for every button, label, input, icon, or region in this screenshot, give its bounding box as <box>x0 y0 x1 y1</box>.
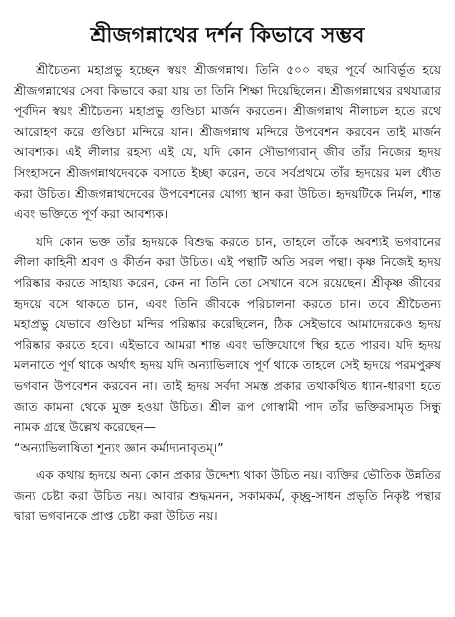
paragraph-2-text: যদি কোন ভক্ত তাঁর হৃদয়কে বিশুদ্ধ করতে চান, তাহলে তাঁকে অবশ্যই ভগবানের লীলা কাহিনী শ্রবণ ও কীর্তন করা উচিত। এই পন্থাটি অতি সরল পন্থা। কৃষ্ণ নিজেই হৃদয় পরিষ্কার করতে সাহায্য করেন, কেন না তিনি তো সেখানে বসে রয়েছেন। শ্রীকৃষ্ণ জীবের হৃদয়ে বসে থাকতে চান, এবং তিনি জীবকে পরিচালনা করতে চান। তবে শ্রীচৈতন্য মহাপ্রভু যেভাবে গুণ্ডিচা মন্দির পরিষ্কার করেছিলেন, ঠিক সেইভাবে আমাদেরকেও হৃদয় পরিষ্কার করতে হবে। এইভাবে আমরা শান্ত এবং ভক্তিযোগে স্থির হতে পারব। যদি হৃদয় মলনাতে পূর্ণ থাকে অর্থাৎ হৃদয় যদি অন্যাভিলাষে পূর্ণ থাকে তাহলে সেই হৃদয়ে পরমপুরুষ ভগবান উপবেশন করবেন না। তাই হৃদয় সর্বদা সমস্ত প্রকার তথাকথিত ধ্যান-ধারণা হতে জাত কামনা থেকে মুক্ত হওয়া উচিত। শ্রীল রূপ গোস্বামী পাদ তাঁর ভক্তিরসামৃত সিন্ধু নামক গ্রন্থে উল্লেখ করেছেন— <box>14 234 441 435</box>
sanskrit-quote: “অন্যাভিলাষিতা শূন্যং জ্ঞান কর্মাদ্যনাবৃতম্।” <box>14 440 224 455</box>
paragraph-1: শ্রীচৈতন্য মহাপ্রভু হচ্ছেন স্বয়ং শ্রীজগন্নাথ। তিনি ৫০০ বছর পূর্বে আবির্ভূত হয়ে শ্রীজগন্নাথের সেবা কিভাবে করা যায় তা তিনি শিক্ষা দিয়েছিলেন। শ্রীজগন্নাথের রথযাত্রার পূর্বদিন স্বয়ং শ্রীচৈতন্য মহাপ্রভু গুণ্ডিচা মার্জন করতেন। শ্রীজগন্নাথ নীলাচল হতে রথে আরোহণ করে গুণ্ডিচা মন্দিরে যান। শ্রীজগন্নাথ মন্দিরে উপবেশন করবেন তাই মার্জন আবশ্যক। এই লীলার রহস্য এই যে, যদি কোন সৌভাগ্যবান্ জীব তাঁর নিজের হৃদয় সিংহাসনে শ্রীজগন্নাথদেবকে বসাতে ইচ্ছা করেন, তবে সর্বপ্রথমে তাঁর হৃদয়ের মল ধৌত করা উচিত। শ্রীজগন্নাথদেবের উপবেশনের যোগ্য স্থান করা উচিত। হৃদয়টিকে নির্মল, শান্ত এবং ভক্তিতে পূর্ণ করা আবশ্যক। <box>14 63 441 222</box>
paragraph-3: এক কথায় হৃদয়ে অন্য কোন প্রকার উদ্দেশ্য থাকা উচিত নয়। ব্যক্তির ভৌতিক উন্নতির জন্য চেষ্টা করা উচিত নয়। আবার শুদ্ধমনন, সকামকর্ম, কৃচ্ছ্র-সাধন প্রভৃতি নিকৃষ্ট পন্থার দ্বারা ভগবানকে প্রাপ্ত চেষ্টা করা উচিত নয়। <box>14 468 441 524</box>
paragraph-2 <box>14 232 441 459</box>
page-title: শ্রীজগন্নাথের দর্শন কিভাবে সম্ভব <box>90 23 365 47</box>
